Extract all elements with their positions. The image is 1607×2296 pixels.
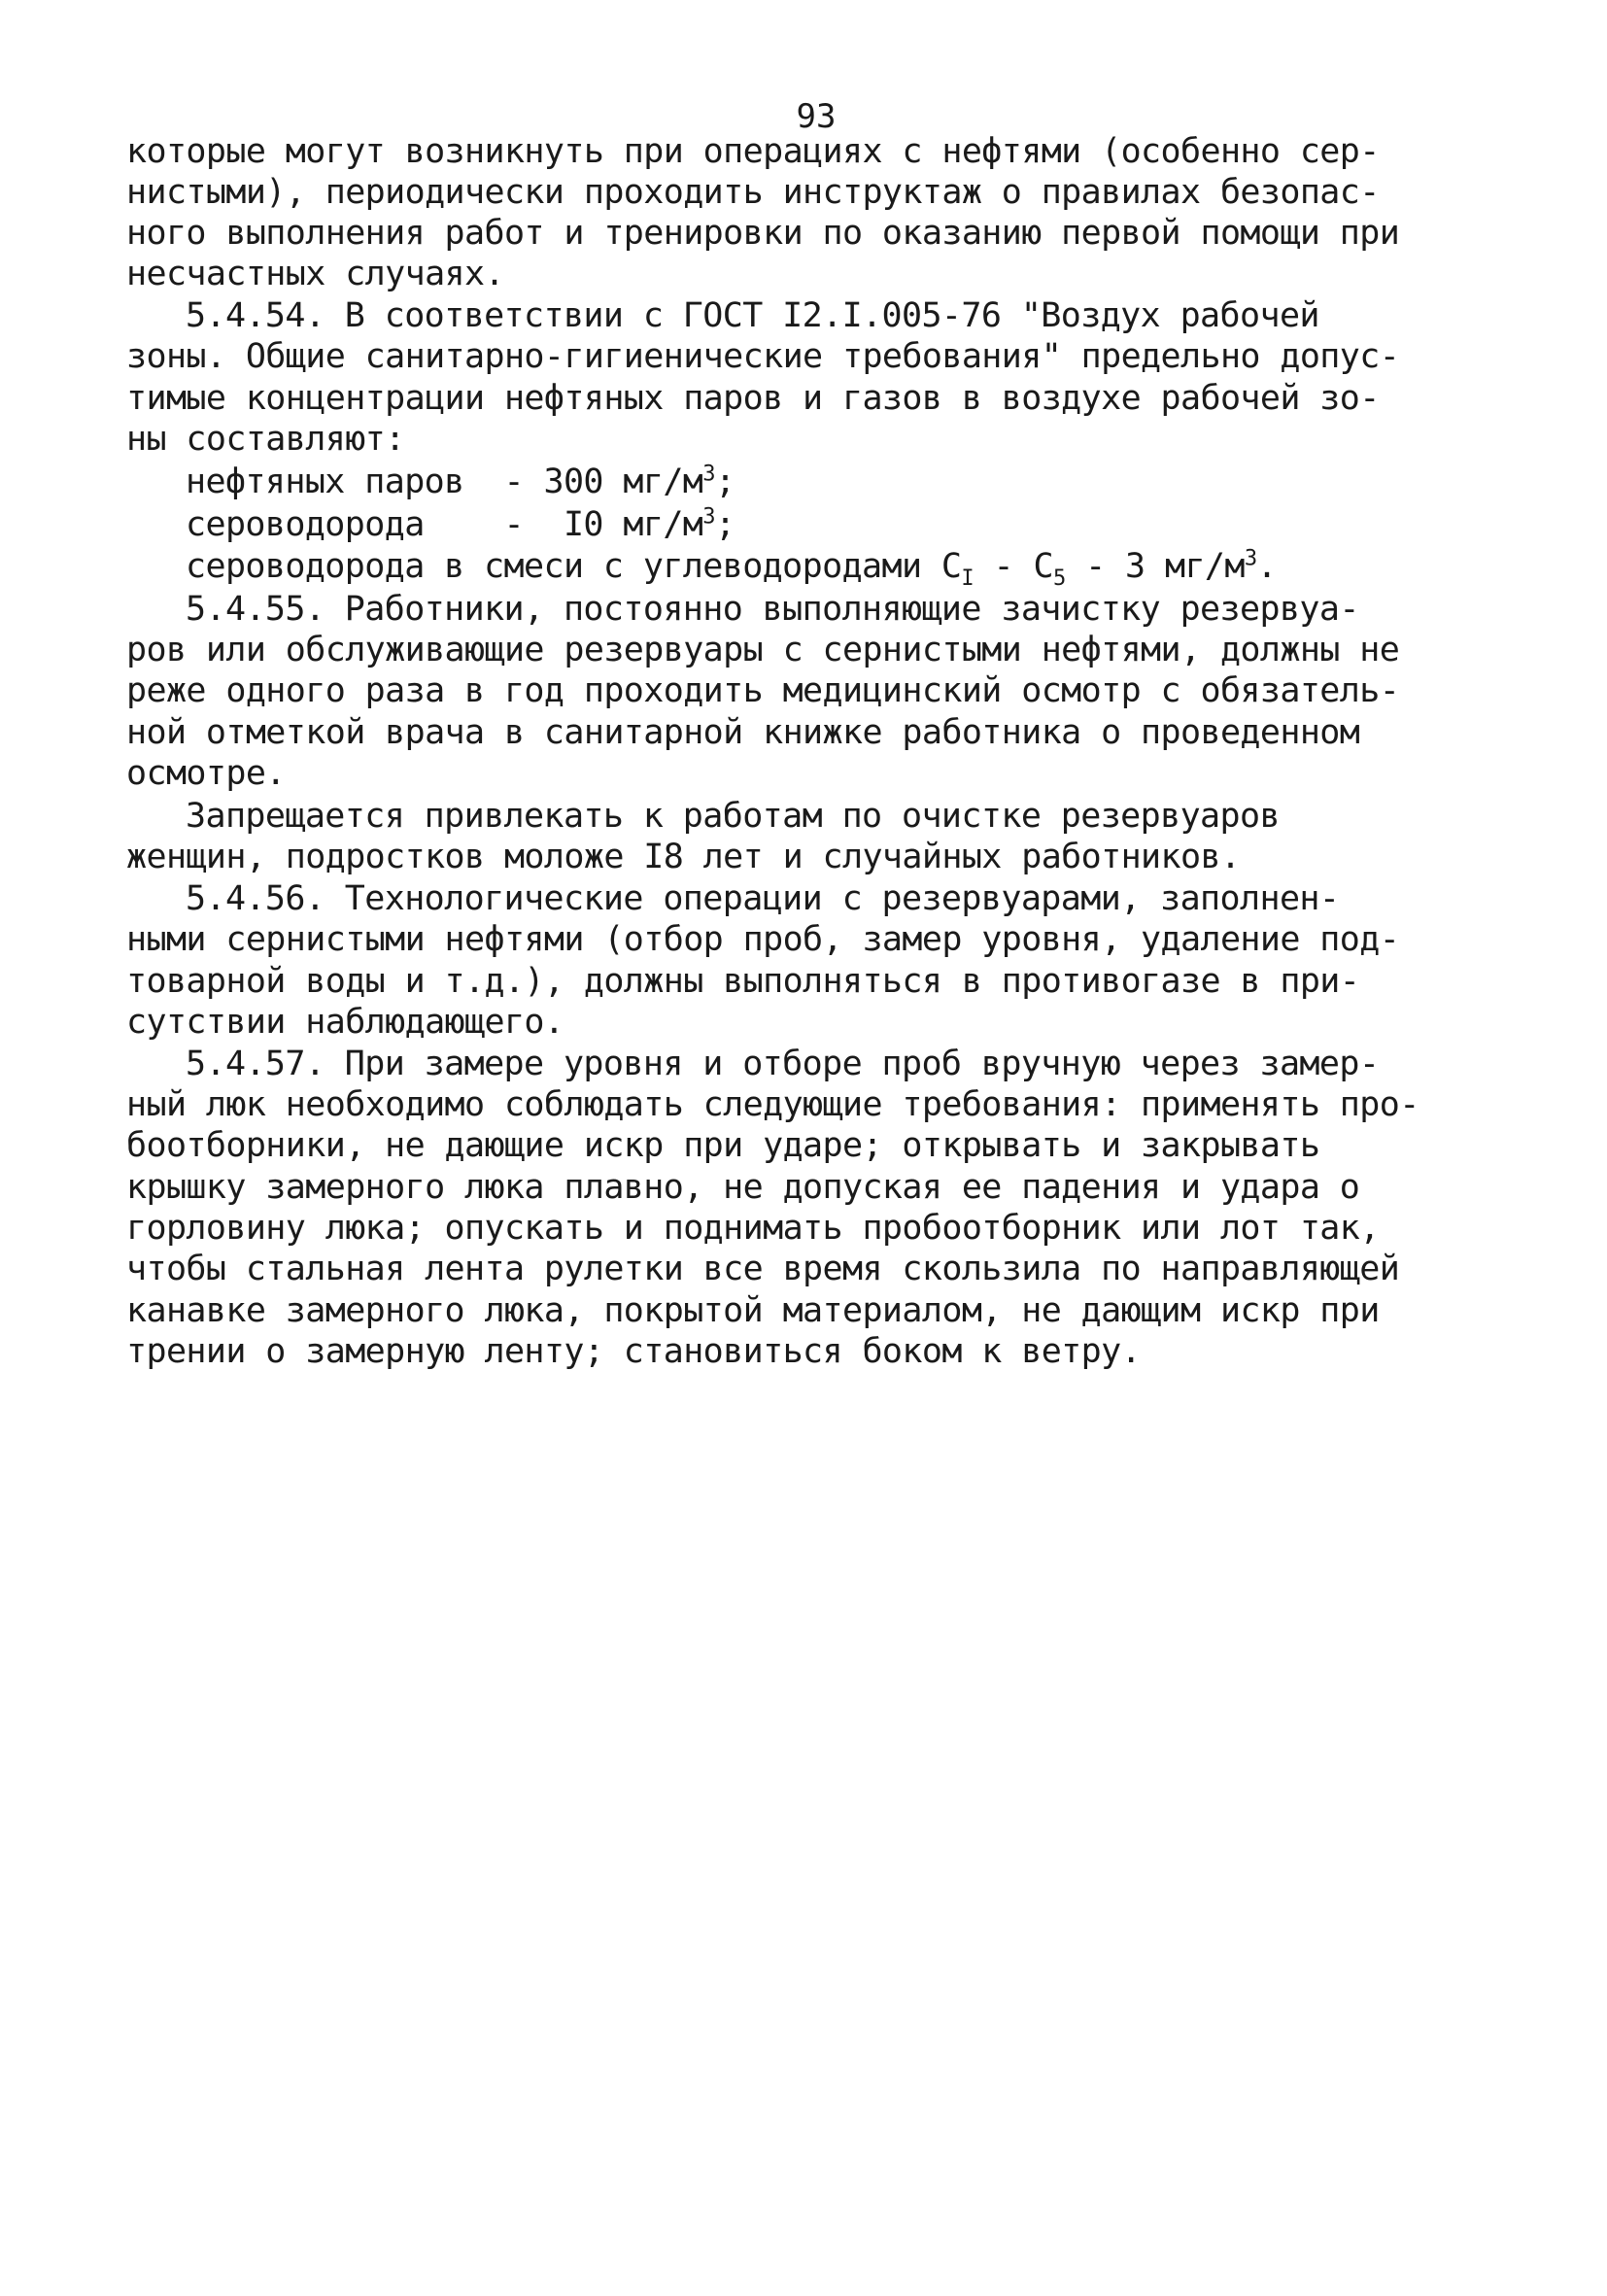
text-line-27: горловину люка; опускать и поднимать пробоотборник или лот так, — [126, 1209, 1380, 1248]
semicolon: ; — [714, 505, 735, 544]
text-line-30: трении о замерную ленту; становиться боком к ветру. — [126, 1332, 1142, 1371]
text-line-7: тимые концентрации нефтяных паров и газов в воздухе рабочей зо- — [126, 379, 1380, 418]
text-line-13: ров или обслуживающие резервуары с сернистыми нефтями, должны не — [126, 631, 1400, 669]
subscript-I: I — [961, 566, 974, 591]
text-line-18: женщин, подростков моложе I8 лет и случайных работников. — [126, 838, 1241, 876]
formula-value: - 3 мг/м — [1065, 547, 1245, 586]
text-line-21: товарной воды и т.д.), должны выполняться в противогазе в при- — [126, 962, 1360, 1001]
text-line-5: 5.4.54. В соответствии с ГОСТ I2.I.005-76 "Воздух рабочей — [186, 296, 1319, 335]
text-line-8: ны составляют: — [126, 420, 405, 459]
text-line-6: зоны. Общие санитарно-гигиенические требования" предельно допус- — [126, 337, 1400, 376]
superscript-3: 3 — [702, 504, 715, 530]
limit-line-h2s-mix — [186, 545, 1277, 591]
text-line-22: сутствии наблюдающего. — [126, 1003, 564, 1042]
text-line-24: ный люк необходимо соблюдать следующие требования: применять про- — [126, 1085, 1419, 1124]
text-line-19: 5.4.56. Технологические операции с резервуарами, заполнен- — [186, 879, 1340, 918]
text-line-1: которые могут возникнуть при операциях с нефтями (особенно сер- — [126, 132, 1380, 171]
text-line-29: канавке замерного люка, покрытой материалом, не дающим искр при — [126, 1291, 1380, 1330]
formula-dash: - С — [974, 547, 1053, 586]
limit-text-h2s: сероводорода - I0 мг/м — [186, 505, 703, 544]
text-line-2: нистыми), периодически проходить инструктаж о правилах безопас- — [126, 173, 1380, 212]
text-line-16: осмотре. — [126, 754, 286, 793]
text-line-17: Запрещается привлекать к работам по очистке резервуаров — [186, 797, 1280, 836]
text-line-28: чтобы стальная лента рулетки все время скользила по направляющей — [126, 1250, 1400, 1288]
text-line-3: ного выполнения работ и тренировки по оказанию первой помощи при — [126, 214, 1400, 253]
limit-line-oil-vapor — [186, 461, 735, 503]
page-number: 93 — [796, 97, 837, 136]
text-line-4: несчастных случаях. — [126, 255, 504, 293]
superscript-3: 3 — [1244, 546, 1257, 571]
text-line-20: ными сернистыми нефтями (отбор проб, замер уровня, удаление под- — [126, 920, 1400, 959]
limit-line-h2s — [186, 503, 735, 546]
text-line-15: ной отметкой врача в санитарной книжке работника о проведенном — [126, 713, 1360, 752]
text-line-25: боотборники, не дающие искр при ударе; открывать и закрывать — [126, 1126, 1320, 1165]
text-line-26: крышку замерного люка плавно, не допуская ее падения и удара о — [126, 1168, 1360, 1207]
superscript-3: 3 — [702, 462, 715, 487]
text-line-12: 5.4.55. Работники, постоянно выполняющие зачистку резервуа- — [186, 590, 1359, 629]
semicolon: ; — [714, 463, 735, 501]
limit-text-oil-vapor: нефтяных паров - 300 мг/м — [186, 463, 703, 501]
text-line-23: 5.4.57. При замере уровня и отборе проб вручную через замер- — [186, 1045, 1380, 1083]
limit-text-h2s-mix: сероводорода в смеси с углеводородами С — [186, 547, 962, 586]
period: . — [1256, 547, 1277, 586]
text-line-14: реже одного раза в год проходить медицинский осмотр с обязатель- — [126, 671, 1400, 710]
subscript-5: 5 — [1052, 566, 1066, 591]
